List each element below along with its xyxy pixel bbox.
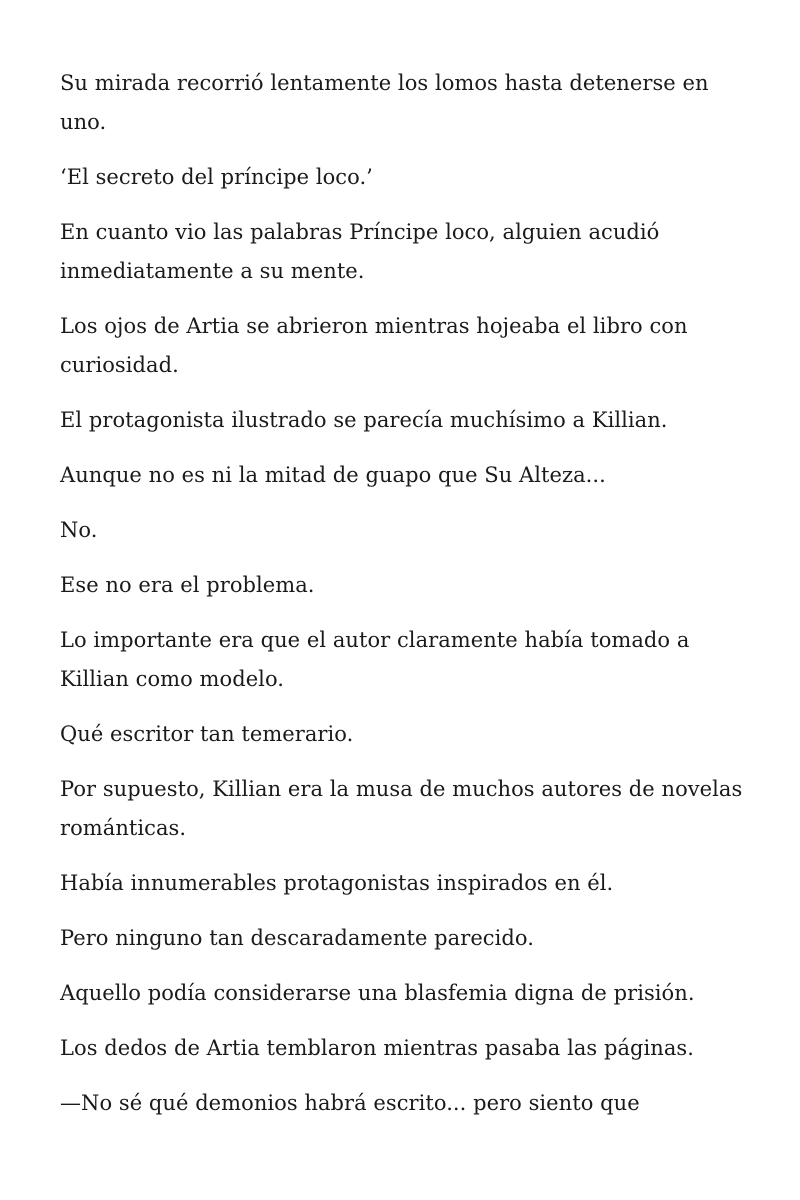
- book-page: [60, 64, 760, 1139]
- paragraph: No.: [60, 518, 98, 542]
- paragraph: Pero ninguno tan descaradamente parecido.: [60, 926, 534, 950]
- paragraph: Qué escritor tan temerario.: [60, 722, 354, 746]
- paragraph: Los dedos de Artia temblaron mientras pasaba las páginas.: [60, 1036, 694, 1060]
- paragraph: El protagonista ilustrado se parecía muchísimo a Killian.: [60, 408, 668, 432]
- paragraph: ‘El secreto del príncipe loco.’: [60, 165, 373, 189]
- paragraph: Aquello podía considerarse una blasfemia digna de prisión.: [60, 981, 695, 1005]
- paragraph: Por supuesto, Killian era la musa de muchos autores de novelas románticas.: [60, 777, 743, 840]
- paragraph: En cuanto vio las palabras Príncipe loco, alguien acudió inmediatamente a su mente.: [60, 220, 660, 283]
- paragraph: Ese no era el problema.: [60, 573, 315, 597]
- paragraph: Los ojos de Artia se abrieron mientras hojeaba el libro con curiosidad.: [60, 314, 688, 377]
- paragraph: Su mirada recorrió lentamente los lomos hasta detenerse en uno.: [60, 71, 709, 134]
- paragraph: Lo importante era que el autor claramente había tomado a Killian como modelo.: [60, 628, 690, 691]
- paragraph: Aunque no es ni la mitad de guapo que Su Alteza...: [60, 463, 606, 487]
- paragraph: —No sé qué demonios habrá escrito... pero siento que: [60, 1091, 640, 1115]
- paragraph: Había innumerables protagonistas inspirados en él.: [60, 871, 614, 895]
